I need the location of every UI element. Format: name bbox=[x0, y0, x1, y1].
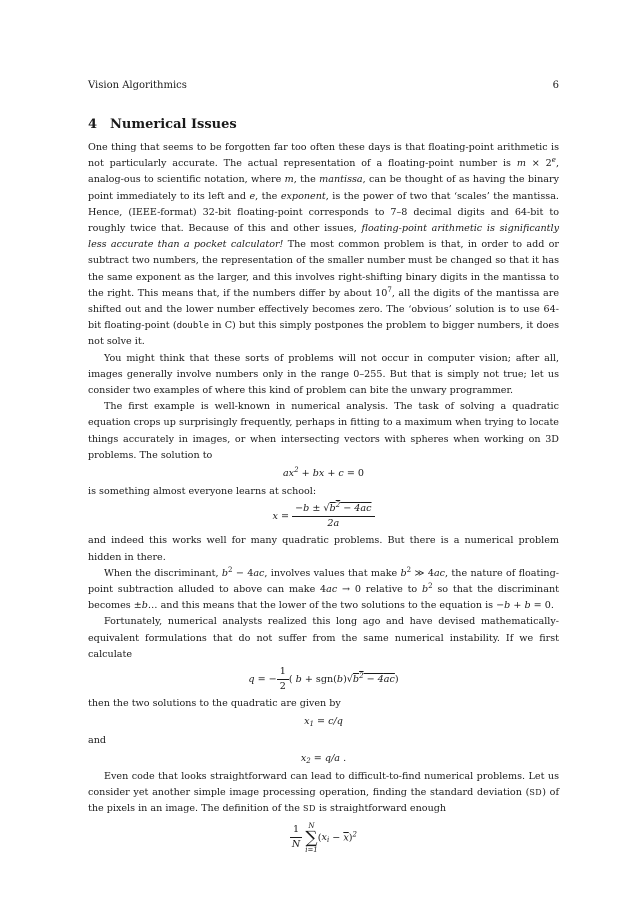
paragraph-7: Fortunately, numerical analysts realized this long ago and have devised mathematically-equivalent formulations that do not suffer from the same numerical instability. If we first calculate bbox=[88, 616, 559, 660]
equation-quadratic: $ax^2$ + bx + c = 0 bbox=[282, 466, 365, 480]
equation-sd: $\frac{1}{N}$ N ∑ $i=1(x_i - \overline{x})^2$ bbox=[291, 821, 357, 854]
paragraph-2: You might think that these sorts of problems will not occur in computer vision; after all, images generally involve numbers only in the range 0–255. But that is simply not true; let us consider two examples of where this kind of problem can bite the unwary programmer. bbox=[88, 352, 559, 397]
paragraph-1: One thing that seems to be forgotten far too often these days is that floating-point arithmetic is not particularly accurate. The actual representation of a floating-point number is $m \times 2^e$, analog-ous to scientific notation, where m, the mantissa, can be thought of as having the binary point immediately to its left and e, the exponent, is the power of two that ‘scales’ the mantissa. Hence, (IEEE-format) 32-bit floating-point corresponds to 7–8 decimal digits and 64-bit to roughly twice that. Because of this and other issues, floating-point arithmetic is significantly less accurate than a pocket calculator! The most common problem is that, in order to add or subtract two numbers, the representation of the smaller number must be changed so that it has the same exponent as the larger, and this involves right-shifting binary digits in the mantissa to the right. This means that, if the numbers differ by about $10^7$, all the digits of the mantissa are shifted out and the lower number effectively becomes zero. The ‘obvious’ solution is to use 64-bit floating-point (double in C) but this simply postpones the problem to bigger numbers, it does not solve it. bbox=[88, 142, 560, 348]
paragraph-6: When the discriminant, $b^2 - 4ac$, involves values that make $b^2$ ≫ 4ac, the nature of floating-point subtraction alluded to above can make 4ac → 0 relative to $b^2$ so that the discriminant becomes ±b… and this means that the lower of the two solutions to the equation is −b + b = 0. bbox=[88, 565, 559, 612]
section-title: Numerical Issues bbox=[110, 117, 237, 132]
paragraph-4: is something almost everyone learns at school: bbox=[88, 486, 317, 498]
equation-quadratic-formula: x = $\frac{-b \pm √b^2 - 4ac}{2a}$ bbox=[88, 502, 559, 531]
body-text bbox=[88, 140, 559, 856]
paragraph-3: The first example is well-known in numerical analysis. The task of solving a quadratic equation crops up surprisingly frequently, perhaps in fitting to a maximum when trying to locate things accurately in images, or when intersecting vectors with spheres when working on 3D problems. The solution to bbox=[88, 401, 559, 461]
paragraph-10: Even code that looks straightforward can lead to difficult-to-find numerical problems. Let us consider yet another simple image processing operation, finding the standard deviation (SD) of the pixels in an image. The definition of the SD is straightforward enough bbox=[88, 770, 559, 815]
paragraph-8: then the two solutions to the quadratic are given by bbox=[88, 698, 341, 710]
page-header bbox=[88, 80, 559, 91]
section-heading bbox=[88, 117, 237, 132]
paragraph-9: and bbox=[88, 734, 107, 746]
page-number: 6 bbox=[552, 80, 559, 91]
equation-x1: $x_1 = c/q$ bbox=[304, 716, 343, 729]
equation-x2: $x_2 = q/a$ . bbox=[300, 752, 347, 765]
equation-q: q = − $\frac{1}{2}$ ( $b + sgn(b)√b^2 - 4ac$) bbox=[248, 666, 399, 693]
paragraph-5: and indeed this works well for many quadratic problems. But there is a numerical problem hidden in there. bbox=[88, 535, 559, 563]
running-title: Vision Algorithmics bbox=[88, 80, 187, 91]
section-number: 4 bbox=[88, 117, 98, 132]
